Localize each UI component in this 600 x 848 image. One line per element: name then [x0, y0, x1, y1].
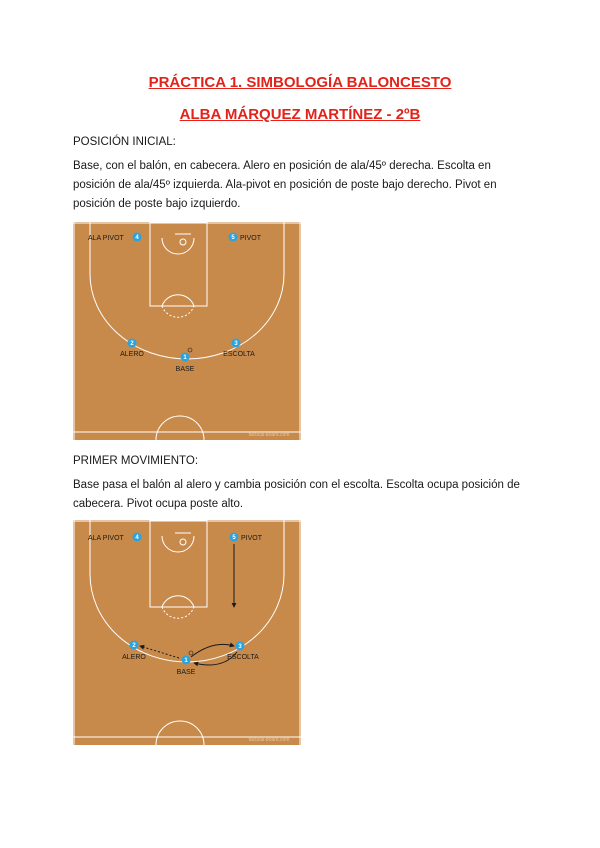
player-label: ALA PIVOT — [88, 535, 124, 542]
section-heading-initial: POSICIÓN INICIAL: — [73, 136, 176, 148]
watermark: tactical-board.com — [248, 432, 290, 438]
document-author: ALBA MÁRQUEZ MARTÍNEZ - 2ºB — [179, 106, 421, 123]
court-floor — [73, 520, 301, 745]
watermark: tactical-board.com — [248, 737, 290, 743]
player-number: 4 — [135, 235, 139, 241]
section-text-initial: Base, con el balón, en cabecera. Alero en posición de ala/45º derecha. Escolta en posición de ala/45º izquierda. Ala-pivot en posición de poste bajo derecho. Pivot en posición de poste bajo izquierdo. — [73, 160, 497, 210]
court-svg — [73, 222, 301, 440]
player-number: 4 — [135, 535, 139, 541]
section-heading-first-move: PRIMER MOVIMIENTO: — [73, 455, 199, 467]
player-label: ALA PIVOT — [88, 235, 124, 242]
player-number: 1 — [183, 355, 187, 361]
player-number: 5 — [232, 535, 236, 541]
section-text-first-move: Base pasa el balón al alero y cambia posición con el escolta. Escolta ocupa posición de cabecera. Pivot ocupa poste alto. — [73, 479, 520, 510]
player-number: 3 — [234, 341, 238, 347]
player-label: ESCOLTA — [227, 654, 259, 661]
document-title: PRÁCTICA 1. SIMBOLOGÍA BALONCESTO — [148, 74, 452, 91]
player-number: 2 — [130, 341, 134, 347]
court-svg — [73, 520, 301, 745]
player-number: 2 — [132, 643, 136, 649]
player-number: 3 — [238, 644, 242, 650]
player-label: ALERO — [122, 654, 146, 661]
player-label: BASE — [176, 669, 196, 676]
player-label: BASE — [175, 366, 195, 373]
player-number: 1 — [184, 658, 188, 664]
court-floor — [73, 222, 301, 440]
player-label: PIVOT — [241, 535, 263, 542]
court-diagram-initial — [73, 222, 301, 440]
player-label: ESCOLTA — [223, 351, 255, 358]
player-label: PIVOT — [240, 235, 262, 242]
court-diagram-first-move — [73, 520, 301, 745]
player-label: ALERO — [120, 351, 144, 358]
player-number: 5 — [231, 235, 235, 241]
